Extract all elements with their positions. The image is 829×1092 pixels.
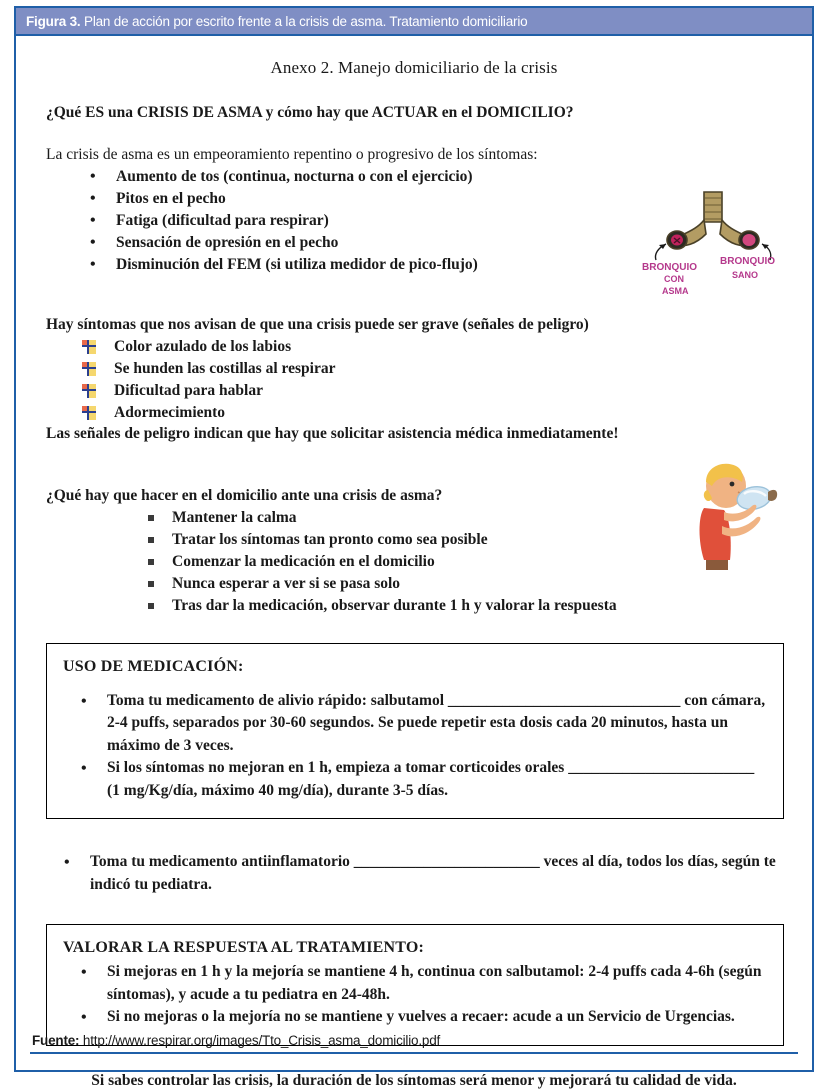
action-question-heading: ¿Qué hay que hacer en el domicilio ante una crisis de asma? — [46, 487, 443, 504]
list-item-label: Se hunden las costillas al respirar — [114, 360, 336, 377]
list-item-label: Color azulado de los labios — [114, 338, 292, 355]
list-item-label: Dificultad para hablar — [114, 382, 263, 399]
list-item: • Aumento de tos (continua, nocturna o con el ejercicio) — [90, 166, 794, 188]
bronchi-right-label-line1: BRONQUIO — [720, 256, 775, 267]
list-item-label: Adormecimiento — [114, 404, 226, 421]
warning-cross-icon — [82, 339, 96, 353]
source-divider — [30, 1052, 798, 1054]
medication-items-list — [81, 690, 767, 802]
bronchi-left-label-line2: CON — [664, 274, 684, 284]
bronchi-comparison-illustration — [636, 186, 794, 298]
closing-statement: Si sabes controlar las crisis, la duración de los síntomas será menor y mejorará tu calidad de vida. — [91, 1071, 737, 1089]
actions-list — [146, 507, 794, 617]
list-item — [80, 336, 794, 358]
source-line — [32, 1033, 440, 1048]
warning-cross-icon — [82, 361, 96, 375]
crisis-definition-line: La crisis de asma es un empeoramiento repentino o progresivo de los síntomas: — [46, 146, 538, 163]
list-item — [80, 358, 794, 380]
list-item: Nunca esperar a ver si se pasa solo — [146, 573, 794, 595]
list-item: Tratar los síntomas tan pronto como sea posible — [146, 529, 794, 551]
danger-signs-list — [80, 336, 794, 424]
figure-header — [16, 8, 812, 36]
list-item: • Toma tu medicamento de alivio rápido: salbutamol ______________________________ con cámara, 2-4 puffs, separados por 30-60 segundos. Se puede repetir esta dosis cada 20 minutos, hasta un máximo de 3 veces. — [81, 690, 767, 757]
figure-title-label: Plan de acción por escrito frente a la crisis de asma. Tratamiento domiciliario — [80, 13, 528, 29]
list-item: Mantener la calma — [146, 507, 794, 529]
medication-box-title: USO DE MEDICACIÓN: — [63, 658, 244, 675]
figure-number-label: Figura 3. — [26, 13, 81, 29]
medication-use-box — [46, 643, 784, 819]
danger-signs-lead: Hay síntomas que nos avisan de que una crisis puede ser grave (señales de peligro) — [46, 316, 589, 333]
source-url[interactable]: http://www.respirar.org/images/Tto_Crisis_asma_domicilio.pdf — [79, 1033, 441, 1048]
list-item: • Si no mejoras o la mejoría no se mantiene y vuelves a recaer: acude a un Servicio de Urgencias. — [81, 1006, 767, 1028]
antiinflammatory-list — [64, 851, 784, 896]
bronchi-left-label-line3: ASMA — [662, 286, 689, 296]
crisis-question-heading: ¿Qué ES una CRISIS DE ASMA y cómo hay que ACTUAR en el DOMICILIO? — [46, 104, 574, 121]
annex-title: Anexo 2. Manejo domiciliario de la crisis — [270, 58, 558, 77]
list-item: • Sensación de opresión en el pecho — [90, 232, 794, 254]
list-item: • Si mejoras en 1 h y la mejoría se mantiene 4 h, continua con salbutamol: 2-4 puffs cada 4-6h (según síntomas), y acude a tu pediatra en 24-48h. — [81, 961, 767, 1006]
evaluation-items-list — [81, 961, 767, 1028]
figure-body — [16, 58, 812, 1092]
list-item: • Toma tu medicamento antiinflamatorio ________________________ veces al día, todos los días, según te indicó tu pediatra. — [64, 851, 784, 896]
treatment-response-box — [46, 924, 784, 1045]
list-item — [80, 402, 794, 424]
figure-frame — [14, 6, 814, 1089]
danger-signs-warning: Las señales de peligro indican que hay que solicitar asistencia médica inmediatamente! — [46, 425, 619, 442]
list-item: Tras dar la medicación, observar durante 1 h y valorar la respuesta — [146, 595, 794, 617]
list-item: • Fatiga (dificultad para respirar) — [90, 210, 794, 232]
list-item — [80, 380, 794, 402]
figure-header-text — [26, 14, 527, 29]
evaluation-box-title: VALORAR LA RESPUESTA AL TRATAMIENTO: — [63, 939, 425, 957]
warning-cross-icon — [82, 405, 96, 419]
source-label: Fuente: — [32, 1033, 80, 1048]
list-item: • Pitos en el pecho — [90, 188, 794, 210]
list-item: • Disminución del FEM (si utiliza medidor de pico-flujo) — [90, 254, 794, 276]
list-item: • Si los síntomas no mejoran en 1 h, empieza a tomar corticoides orales ________________________ (1 mg/Kg/día, máximo 40 mg/día), durante 3-5 días. — [81, 757, 767, 802]
bronchi-right-label-line2: SANO — [732, 270, 759, 280]
list-item: Comenzar la medicación en el domicilio — [146, 551, 794, 573]
warning-cross-icon — [82, 383, 96, 397]
bronchi-left-label-line1: BRONQUIO — [642, 262, 697, 273]
